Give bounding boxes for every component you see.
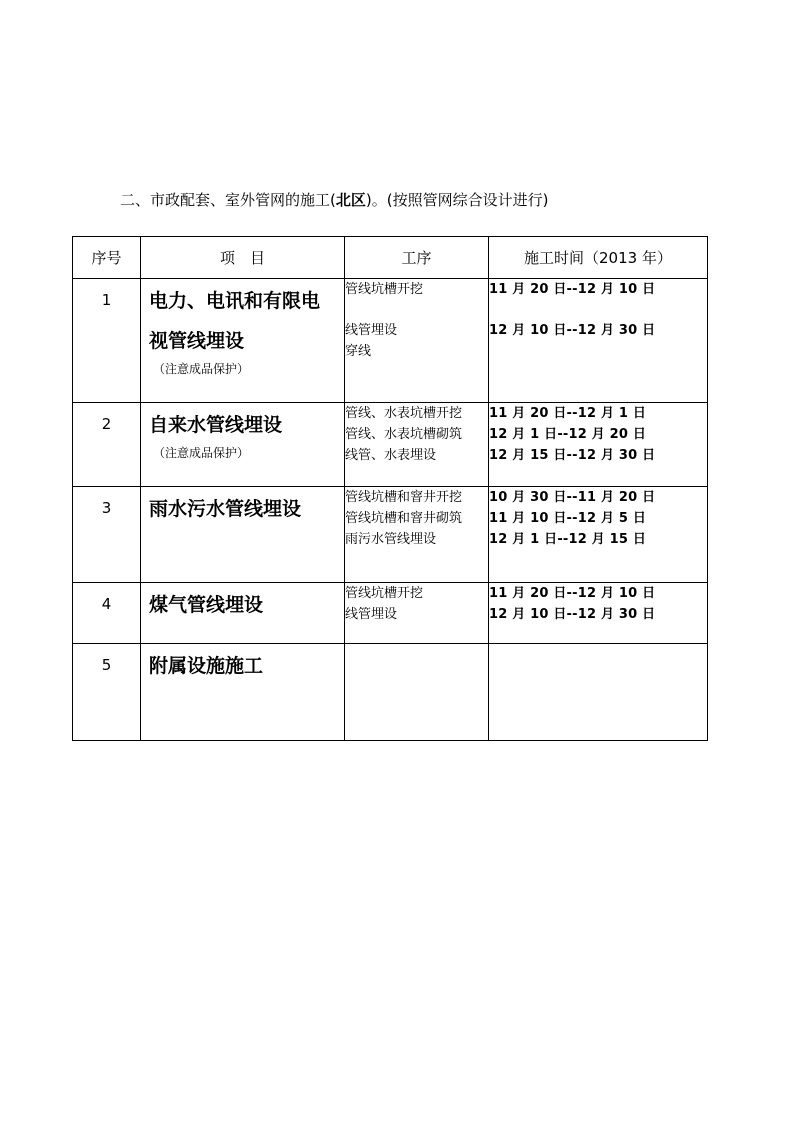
item-note: （注意成品保护） bbox=[153, 362, 250, 376]
process-cell bbox=[345, 279, 489, 403]
process-line: 雨污水管线埋设 bbox=[345, 532, 437, 547]
table-row bbox=[73, 644, 708, 741]
spacer bbox=[345, 300, 488, 320]
time-cell bbox=[489, 644, 708, 741]
time-line: 11 月 20 日--12 月 10 日 bbox=[489, 586, 656, 601]
process-line: 管线、水表坑槽砌筑 bbox=[345, 427, 463, 442]
row-number: 5 bbox=[73, 644, 141, 741]
row-number: 2 bbox=[73, 403, 141, 487]
time-line: 12 月 10 日--12 月 30 日 bbox=[489, 607, 656, 622]
process-line: 穿线 bbox=[345, 344, 372, 359]
process-line: 线管埋设 bbox=[345, 607, 398, 622]
heading-suffix: )。(按照管网综合设计进行) bbox=[365, 191, 549, 209]
process-line: 管线坑槽和窨井开挖 bbox=[345, 490, 463, 505]
process-line: 管线坑槽和窨井砌筑 bbox=[345, 511, 463, 526]
item-name: 自来水管线埋设 bbox=[149, 414, 283, 436]
time-line: 12 月 1 日--12 月 15 日 bbox=[489, 532, 647, 547]
table-row bbox=[73, 279, 708, 403]
process-cell bbox=[345, 644, 489, 741]
time-cell bbox=[489, 487, 708, 583]
item-name: 电力、电讯和有限电视管线埋设 bbox=[149, 290, 321, 352]
process-cell bbox=[345, 487, 489, 583]
process-line: 管线坑槽开挖 bbox=[345, 586, 424, 601]
time-line: 11 月 20 日--12 月 1 日 bbox=[489, 406, 647, 421]
item-cell bbox=[141, 583, 345, 644]
process-line: 线管埋设 bbox=[345, 323, 398, 338]
time-line: 10 月 30 日--11 月 20 日 bbox=[489, 490, 656, 505]
process-line: 管线、水表坑槽开挖 bbox=[345, 406, 463, 421]
item-cell bbox=[141, 487, 345, 583]
item-cell bbox=[141, 644, 345, 741]
time-cell bbox=[489, 403, 708, 487]
item-name: 雨水污水管线埋设 bbox=[149, 498, 302, 520]
row-number: 3 bbox=[73, 487, 141, 583]
table-header-row bbox=[73, 237, 708, 279]
time-line: 12 月 1 日--12 月 20 日 bbox=[489, 427, 647, 442]
time-line: 11 月 20 日--12 月 10 日 bbox=[489, 282, 656, 297]
time-line: 11 月 10 日--12 月 5 日 bbox=[489, 511, 647, 526]
section-heading bbox=[120, 190, 548, 210]
heading-prefix: 二、市政配套、室外管网的施工( bbox=[120, 191, 336, 209]
time-cell bbox=[489, 279, 708, 403]
header-time: 施工时间（2013 年） bbox=[489, 237, 708, 279]
process-line: 线管、水表埋设 bbox=[345, 448, 437, 463]
heading-area: 北区 bbox=[335, 191, 366, 209]
item-cell bbox=[141, 279, 345, 403]
header-item: 项 目 bbox=[141, 237, 345, 279]
header-process: 工序 bbox=[345, 237, 489, 279]
table-row bbox=[73, 487, 708, 583]
time-cell bbox=[489, 583, 708, 644]
process-line: 管线坑槽开挖 bbox=[345, 282, 424, 297]
process-cell bbox=[345, 583, 489, 644]
header-number: 序号 bbox=[73, 237, 141, 279]
time-line: 12 月 15 日--12 月 30 日 bbox=[489, 448, 656, 463]
construction-schedule-table bbox=[72, 236, 708, 741]
row-number: 1 bbox=[73, 279, 141, 403]
item-note: （注意成品保护） bbox=[153, 446, 250, 460]
process-cell bbox=[345, 403, 489, 487]
table-row bbox=[73, 403, 708, 487]
spacer bbox=[489, 300, 707, 320]
item-cell bbox=[141, 403, 345, 487]
table-row bbox=[73, 583, 708, 644]
time-line: 12 月 10 日--12 月 30 日 bbox=[489, 323, 656, 338]
row-number: 4 bbox=[73, 583, 141, 644]
item-name: 煤气管线埋设 bbox=[149, 594, 264, 616]
item-name: 附属设施施工 bbox=[149, 655, 264, 677]
